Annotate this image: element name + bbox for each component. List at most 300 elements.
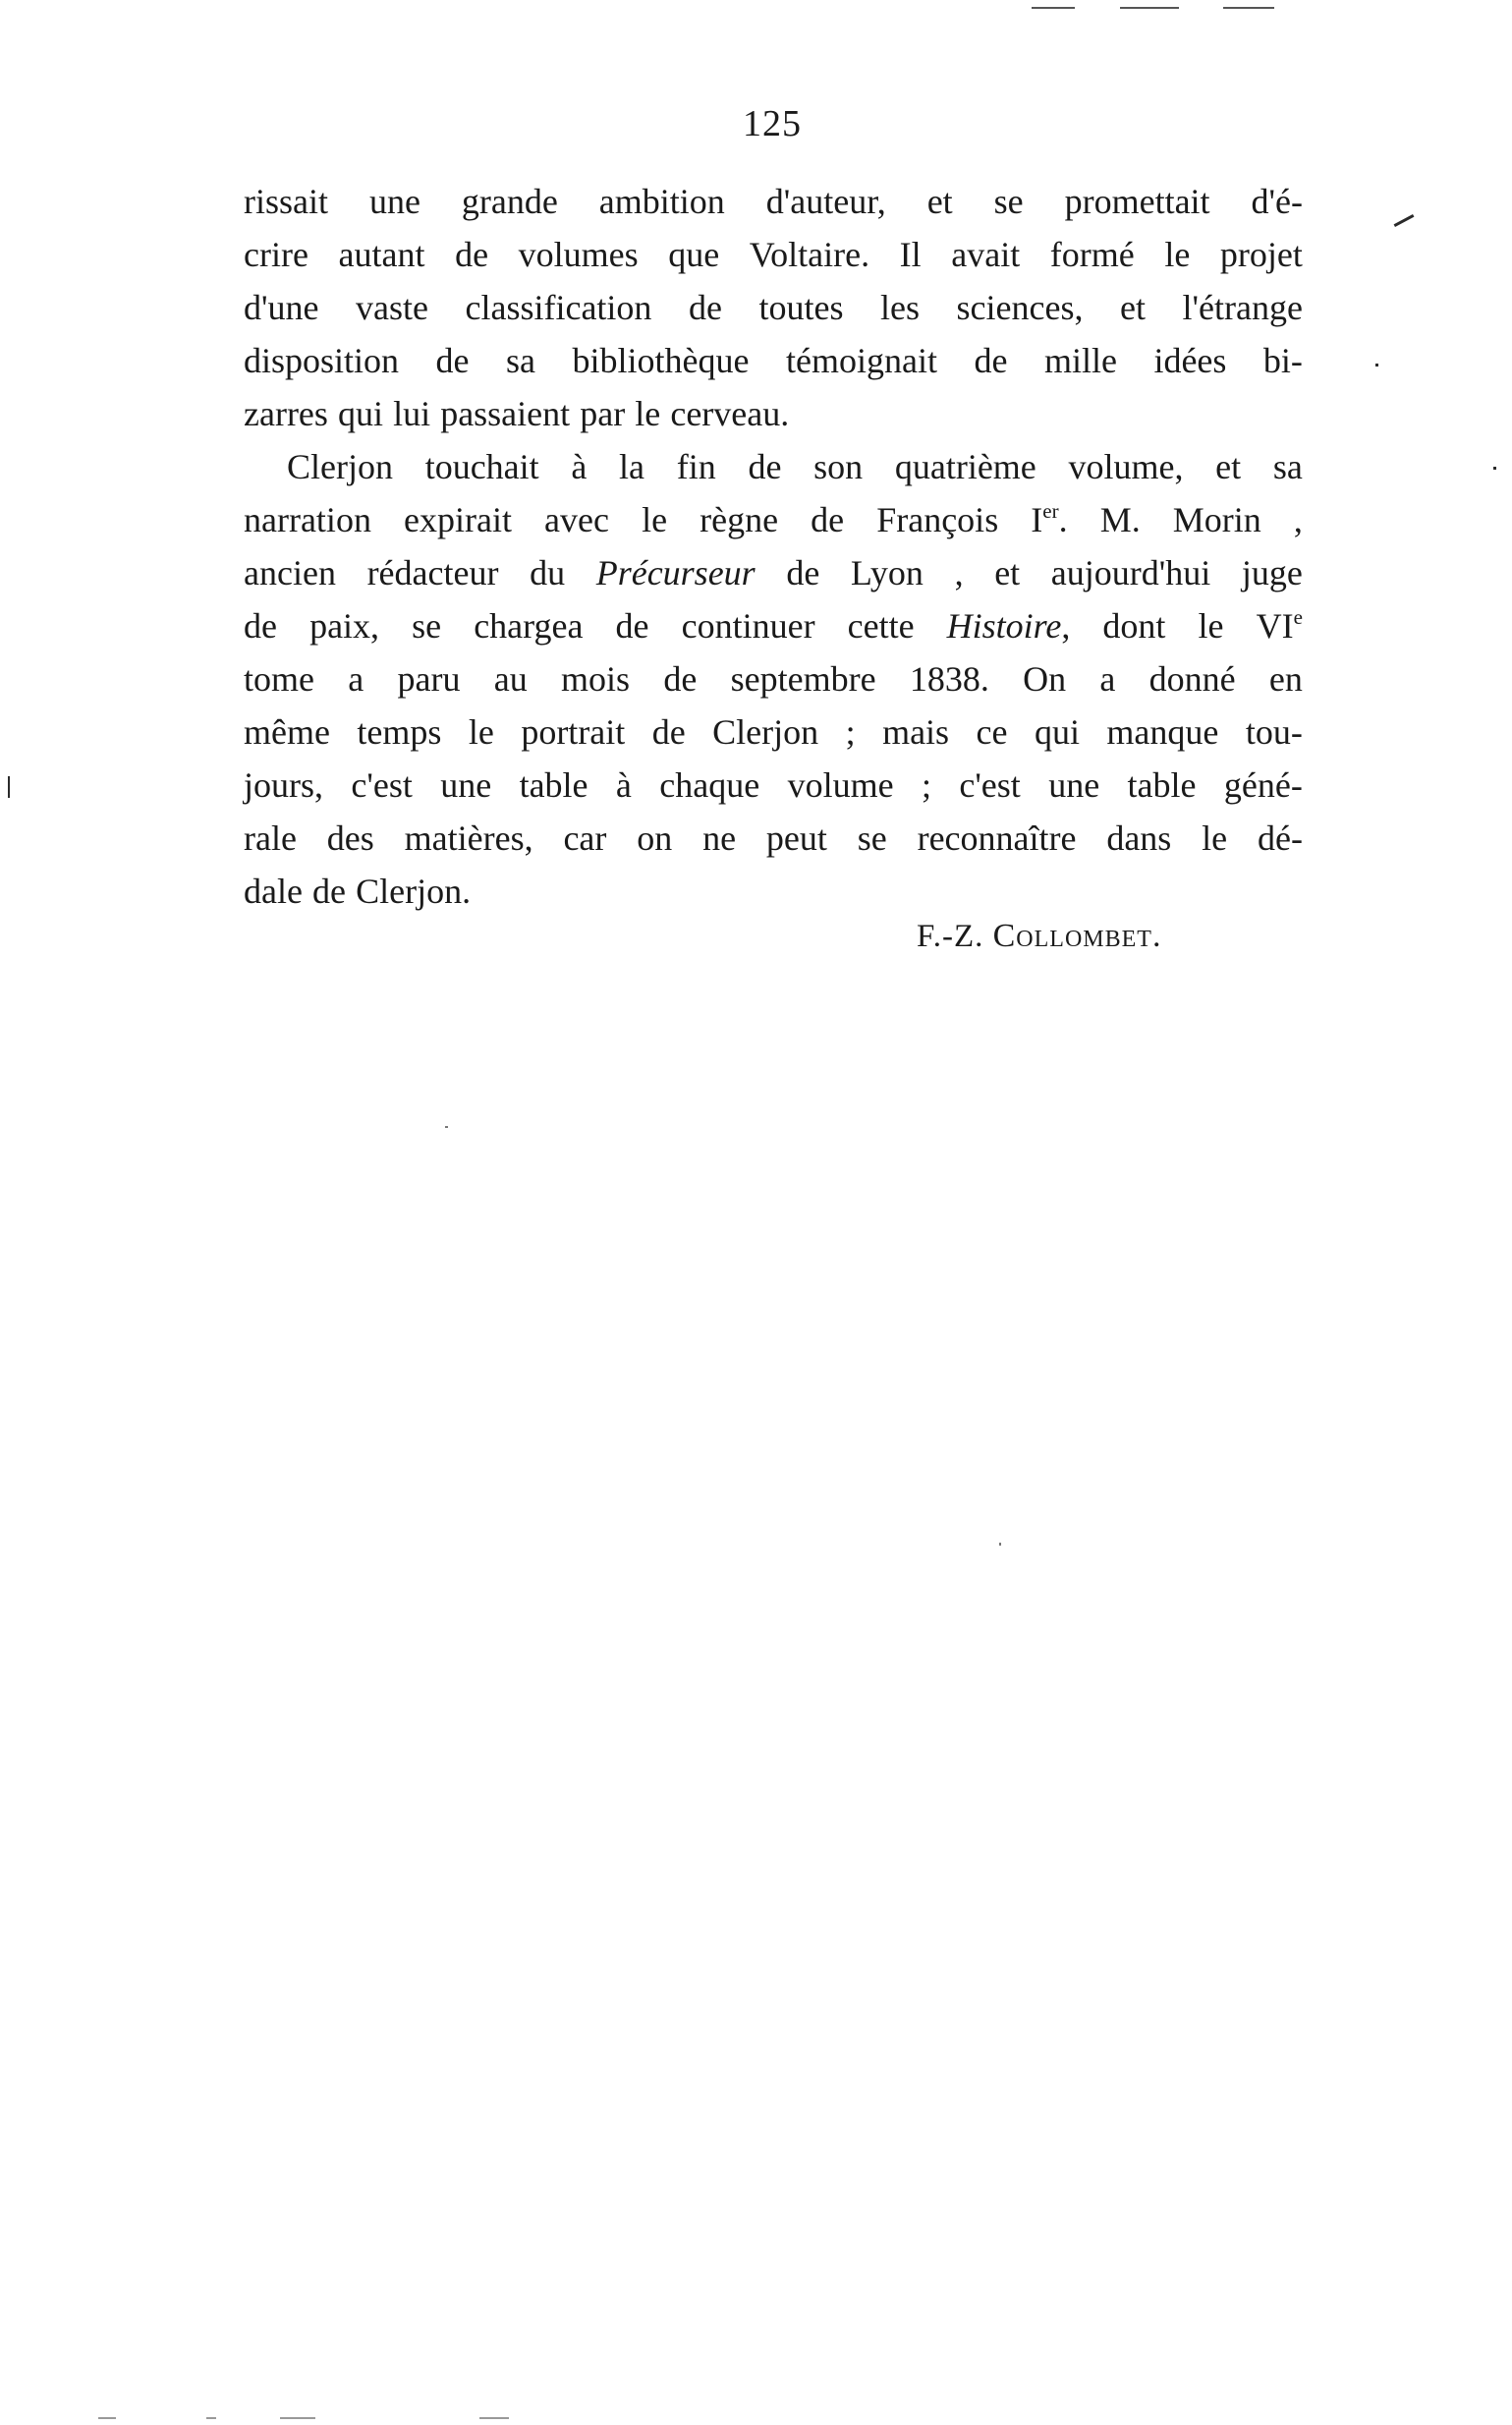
word-fragment: chargea	[474, 606, 584, 646]
word	[244, 599, 277, 652]
superscript: er	[1042, 499, 1059, 523]
word-fragment: la	[619, 447, 645, 486]
word	[466, 281, 652, 334]
word	[766, 812, 827, 865]
word	[642, 493, 667, 546]
word-fragment: M.	[1099, 500, 1141, 539]
word	[356, 865, 471, 918]
text-line	[244, 865, 1303, 918]
text-line	[244, 546, 1303, 599]
word-fragment: I	[1031, 500, 1043, 539]
word	[880, 281, 920, 334]
word	[348, 652, 364, 705]
text-line	[244, 705, 1303, 759]
word-fragment: au	[493, 659, 528, 699]
top-rule-mid	[1120, 7, 1179, 9]
word-fragment: ;	[921, 765, 931, 805]
word	[1051, 546, 1210, 599]
top-rule-right	[1223, 7, 1274, 9]
word	[1294, 493, 1303, 546]
left-margin-line	[8, 776, 10, 798]
word-fragment: l'étrange	[1182, 288, 1303, 327]
word	[244, 546, 336, 599]
word-fragment: cette	[847, 606, 915, 646]
word-fragment: de	[651, 712, 686, 752]
word-fragment: projet	[1219, 235, 1303, 274]
word	[398, 652, 461, 705]
word-fragment: qui	[1034, 712, 1080, 752]
word-fragment: de	[312, 872, 347, 911]
word	[959, 759, 1020, 812]
word-fragment: d'une	[244, 288, 319, 327]
word	[895, 440, 1036, 493]
word-fragment: portrait	[521, 712, 626, 752]
word-fragment: de	[811, 500, 845, 539]
word-fragment: géné-	[1223, 765, 1303, 805]
word	[689, 281, 722, 334]
word	[1044, 334, 1117, 387]
word	[927, 175, 953, 228]
word-fragment: temps	[357, 712, 442, 752]
word	[561, 652, 630, 705]
word	[910, 652, 989, 705]
word	[1050, 228, 1135, 281]
word	[974, 334, 1007, 387]
word	[616, 759, 632, 812]
word-fragment: disposition	[244, 341, 400, 380]
word-fragment: peut	[765, 818, 827, 858]
word-fragment: règne	[700, 500, 779, 539]
word	[876, 493, 998, 546]
word-fragment: zarres	[244, 394, 328, 433]
word	[462, 175, 558, 228]
word-fragment: manque	[1106, 712, 1219, 752]
word	[357, 705, 441, 759]
word-fragment: cerveau.	[670, 394, 790, 433]
word	[947, 599, 1071, 652]
word	[244, 759, 323, 812]
word-fragment: on	[637, 818, 673, 858]
word	[702, 812, 736, 865]
word	[405, 812, 533, 865]
word	[1128, 759, 1197, 812]
word-fragment: ce	[976, 712, 1008, 752]
word	[244, 493, 371, 546]
word	[900, 228, 922, 281]
word	[1102, 599, 1165, 652]
word-fragment: témoignait	[785, 341, 937, 380]
word-fragment: chaque	[659, 765, 760, 805]
word-fragment: autant	[338, 235, 425, 274]
word-fragment: ne	[702, 818, 737, 858]
word-fragment: dé-	[1258, 818, 1303, 858]
word	[1164, 228, 1190, 281]
word	[244, 865, 303, 918]
word-fragment: bi-	[1262, 341, 1303, 380]
word-fragment: paix,	[309, 606, 380, 646]
word-fragment: quatrième	[894, 447, 1036, 486]
word-fragment: mais	[882, 712, 950, 752]
word-fragment: le	[1198, 606, 1224, 646]
word	[1273, 440, 1303, 493]
word	[244, 334, 399, 387]
word	[1183, 281, 1303, 334]
word	[1153, 334, 1226, 387]
text-line	[244, 334, 1303, 387]
word-fragment: de	[455, 235, 489, 274]
word	[851, 546, 924, 599]
word-fragment: table	[519, 765, 588, 805]
word	[530, 546, 565, 599]
word-fragment: grande	[461, 182, 558, 221]
word	[1263, 334, 1303, 387]
word-fragment: une	[1048, 765, 1100, 805]
word	[712, 705, 818, 759]
word	[858, 812, 887, 865]
word	[922, 759, 931, 812]
word	[351, 759, 412, 812]
word	[327, 812, 374, 865]
word-fragment: crire	[244, 235, 308, 274]
word-fragment: même	[244, 712, 330, 752]
word-fragment: le	[642, 500, 668, 539]
word	[244, 281, 318, 334]
word-fragment: ;	[845, 712, 856, 752]
word-fragment: matières,	[404, 818, 533, 858]
word-fragment: reconnaître	[917, 818, 1077, 858]
word	[309, 599, 379, 652]
word-fragment: paru	[397, 659, 461, 699]
text-line	[244, 493, 1303, 546]
word	[813, 440, 863, 493]
word	[786, 546, 819, 599]
word	[748, 440, 781, 493]
word-fragment: passaient	[440, 394, 571, 433]
word	[455, 228, 488, 281]
word-fragment: Voltaire.	[749, 235, 870, 274]
word-fragment: tou-	[1245, 712, 1303, 752]
text-line	[244, 440, 1303, 493]
word	[244, 228, 308, 281]
word-fragment: c'est	[351, 765, 413, 805]
word-fragment: On	[1023, 659, 1067, 699]
word-fragment: se	[993, 182, 1024, 221]
footer-marks-2	[206, 2417, 216, 2419]
word-fragment: formé	[1049, 235, 1135, 274]
word	[1242, 546, 1303, 599]
word-fragment: promettait	[1064, 182, 1210, 221]
word-fragment: 1838.	[909, 659, 989, 699]
word	[994, 546, 1020, 599]
word	[758, 281, 843, 334]
word-fragment: les	[880, 288, 921, 327]
word-fragment: avec	[544, 500, 609, 539]
margin-tick-mark	[1394, 214, 1415, 227]
word-fragment: septembre	[730, 659, 876, 699]
word-fragment: continuer	[681, 606, 815, 646]
word-fragment: expirait	[404, 500, 512, 539]
word	[1099, 652, 1115, 705]
word	[1120, 281, 1146, 334]
margin-dot-2	[1493, 467, 1496, 470]
word	[670, 387, 789, 440]
word	[244, 175, 328, 228]
text-line	[244, 652, 1303, 705]
word-fragment: rissait	[244, 182, 328, 221]
word	[367, 546, 499, 599]
word	[521, 705, 625, 759]
word-fragment: qui	[338, 394, 384, 433]
word-fragment: touchait	[424, 447, 539, 486]
word	[659, 759, 759, 812]
word	[244, 652, 314, 705]
text-line	[244, 759, 1303, 812]
word-fragment: vaste	[356, 288, 428, 327]
text-line	[244, 281, 1303, 334]
word-fragment: fin	[676, 447, 716, 486]
word-fragment: dont	[1102, 606, 1166, 646]
footer-marks-3	[280, 2417, 315, 2419]
word	[1215, 440, 1241, 493]
word-fragment: c'est	[959, 765, 1021, 805]
word	[750, 228, 869, 281]
word	[440, 759, 491, 812]
text-line	[244, 175, 1303, 228]
word-fragment: volumes	[518, 235, 639, 274]
word	[652, 705, 686, 759]
word	[1246, 705, 1303, 759]
word	[1106, 812, 1171, 865]
word	[700, 493, 778, 546]
word-fragment: aujourd'hui	[1050, 553, 1211, 592]
word	[1258, 812, 1303, 865]
word-fragment: donné	[1148, 659, 1236, 699]
word	[312, 865, 346, 918]
word	[786, 334, 937, 387]
word-fragment: ambition	[598, 182, 725, 221]
word	[1023, 652, 1066, 705]
word-fragment: d'auteur,	[765, 182, 886, 221]
word-fragment: se	[857, 818, 887, 858]
word	[440, 387, 570, 440]
word	[994, 175, 1024, 228]
word	[506, 334, 535, 387]
word	[596, 546, 756, 599]
word	[563, 812, 606, 865]
word-fragment: à	[571, 447, 588, 486]
word	[1065, 175, 1210, 228]
word-fragment: Il	[899, 235, 922, 274]
word	[519, 228, 639, 281]
word	[1199, 599, 1224, 652]
word	[287, 440, 393, 493]
word	[436, 334, 470, 387]
word	[918, 812, 1077, 865]
word	[1224, 759, 1303, 812]
word	[619, 440, 644, 493]
word-fragment: que	[668, 235, 720, 274]
word-fragment: une	[368, 182, 420, 221]
word	[1173, 493, 1261, 546]
body-text	[244, 175, 1303, 918]
word-fragment: le	[1164, 235, 1191, 274]
word-fragment: toutes	[758, 288, 844, 327]
word	[882, 705, 949, 759]
footer-marks-4	[479, 2417, 509, 2419]
word-fragment: volume	[787, 765, 894, 805]
word	[788, 759, 894, 812]
word-fragment: de	[615, 606, 649, 646]
word-fragment: car	[563, 818, 607, 858]
word	[404, 493, 512, 546]
word-fragment: le	[1202, 818, 1228, 858]
word	[668, 228, 719, 281]
word	[474, 599, 583, 652]
word-fragment: dans	[1106, 818, 1172, 858]
word-fragment: de	[663, 659, 698, 699]
word-fragment: le	[635, 394, 661, 433]
word	[573, 334, 750, 387]
word-fragment: VI	[1256, 606, 1294, 646]
word-fragment: de	[244, 606, 277, 646]
word	[957, 281, 1084, 334]
word	[412, 599, 441, 652]
word-fragment: juge	[1241, 553, 1303, 592]
word-fragment: .	[1058, 500, 1068, 539]
word-fragment: idées	[1153, 341, 1227, 380]
word	[677, 440, 716, 493]
word-fragment: d'é-	[1251, 182, 1303, 221]
text-line	[244, 387, 1303, 440]
word	[338, 387, 383, 440]
word	[811, 493, 844, 546]
footer-marks-1	[98, 2417, 116, 2419]
word	[1252, 175, 1303, 228]
word-fragment: son	[813, 447, 864, 486]
word-fragment: avait	[951, 235, 1021, 274]
word-fragment: du	[530, 553, 566, 592]
word-fragment: classification	[465, 288, 652, 327]
word	[663, 652, 697, 705]
word-fragment: le	[468, 712, 494, 752]
word-fragment: Clerjon	[287, 447, 393, 486]
word-fragment: en	[1268, 659, 1303, 699]
word-fragment: tome	[244, 659, 314, 699]
italic-title: Précurseur	[595, 553, 756, 592]
word	[520, 759, 588, 812]
word-fragment: François	[876, 500, 999, 539]
word-fragment: de	[974, 341, 1008, 380]
word	[571, 440, 587, 493]
word	[494, 652, 528, 705]
word-fragment: Clerjon.	[356, 872, 472, 911]
word-fragment: ,	[954, 553, 964, 592]
word	[1202, 812, 1227, 865]
word-fragment: Morin	[1172, 500, 1261, 539]
word-fragment: des	[326, 818, 374, 858]
word-fragment: ,	[1061, 606, 1071, 646]
word-fragment: une	[440, 765, 492, 805]
signature-initials: F.-Z.	[917, 919, 993, 954]
word-fragment: par	[580, 394, 626, 433]
text-line	[244, 599, 1303, 652]
word-fragment: sa	[506, 341, 536, 380]
word	[682, 599, 815, 652]
word	[1068, 440, 1183, 493]
stray-dot-2	[999, 1543, 1001, 1546]
word	[1269, 652, 1303, 705]
word-fragment: mille	[1043, 341, 1117, 380]
word-fragment: de	[435, 341, 470, 380]
word	[1048, 759, 1099, 812]
word-fragment: et	[1120, 288, 1146, 327]
word	[635, 387, 660, 440]
word	[244, 812, 297, 865]
word-fragment: rale	[244, 818, 297, 858]
signature-name: Collombet.	[992, 918, 1162, 954]
word-fragment: sa	[1272, 447, 1303, 486]
word	[1220, 228, 1303, 281]
word-fragment: bibliothèque	[572, 341, 750, 380]
word-fragment: narration	[244, 500, 371, 539]
word-fragment: dale	[244, 872, 303, 911]
word	[1035, 705, 1080, 759]
word-fragment: jours,	[244, 765, 323, 805]
word	[339, 228, 425, 281]
text-line	[244, 812, 1303, 865]
word	[244, 387, 328, 440]
word	[1149, 652, 1236, 705]
word	[846, 705, 856, 759]
word-fragment: mois	[561, 659, 631, 699]
word-fragment: ancien	[244, 553, 336, 592]
word-fragment: de	[748, 447, 782, 486]
word	[244, 705, 330, 759]
stray-dot	[445, 1126, 448, 1128]
italic-title: Histoire	[946, 606, 1062, 646]
word	[766, 175, 886, 228]
word	[599, 175, 725, 228]
word-fragment: rédacteur	[366, 553, 499, 592]
word	[544, 493, 609, 546]
word	[616, 599, 649, 652]
word	[425, 440, 539, 493]
word-fragment: de	[688, 288, 722, 327]
word-fragment: et	[1215, 447, 1242, 486]
word	[469, 705, 494, 759]
word	[637, 812, 672, 865]
word-fragment: et	[994, 553, 1021, 592]
word-fragment: volume,	[1068, 447, 1184, 486]
word	[1106, 705, 1218, 759]
word-fragment: à	[615, 765, 632, 805]
top-rule-left	[1032, 7, 1075, 9]
word	[369, 175, 420, 228]
margin-dot	[1375, 364, 1378, 367]
word-fragment: ,	[1293, 500, 1303, 539]
superscript: e	[1293, 605, 1303, 629]
word-fragment: et	[926, 182, 953, 221]
word	[1257, 599, 1303, 652]
word-fragment: de	[786, 553, 820, 592]
word	[955, 546, 964, 599]
word	[356, 281, 428, 334]
word-fragment: a	[348, 659, 364, 699]
word	[1100, 493, 1141, 546]
word	[951, 228, 1020, 281]
word-fragment: table	[1127, 765, 1197, 805]
word	[1031, 493, 1067, 546]
